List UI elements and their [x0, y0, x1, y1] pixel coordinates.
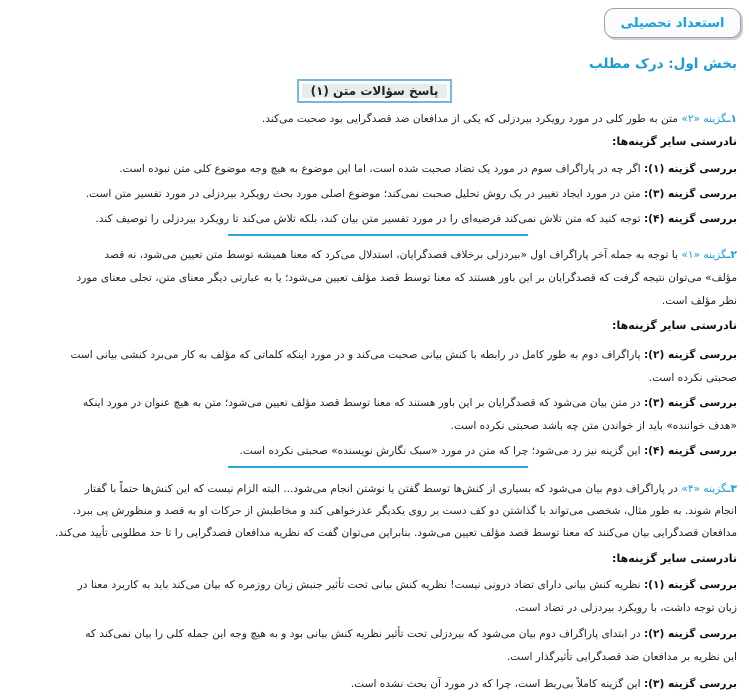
q2-review-2-label: بررسی گزینه (۲): [643, 349, 737, 361]
q1-review-3-text: متن در مورد ایجاد تغییر در یک روش تحلیل صحبت نمی‌کند؛ موضوع اصلی مورد بحث رویکرد بیردزلی در مورد تفسیر متن است. [85, 188, 644, 200]
q2-number: ۲ـ [726, 249, 737, 261]
q3-review-1-label: بررسی گزینه (۱): [643, 579, 737, 591]
q2-other-options-heading: نادرستی سایر گزینه‌ها: [612, 319, 737, 332]
subject-title: استعداد تحصیلی [620, 15, 725, 31]
q2-explanation-3: نظر مؤلف است. [661, 295, 737, 307]
q3-review-3-text: این گزینه کاملاً بی‌ربط است، چرا که در مورد آن بحث نشده است. [350, 678, 644, 690]
q3-number: ۳ـ [726, 483, 737, 495]
q1-review-4-label: بررسی گزینه (۴): [643, 213, 737, 225]
q1-other-options-heading: نادرستی سایر گزینه‌ها: [612, 135, 737, 148]
q2-review-4-text: این گزینه نیز رد می‌شود؛ چرا که متن در مورد «سبک نگارش نویسنده» صحبتی نکرده است. [239, 445, 644, 457]
q1-review-4-text: توجه کنید که متن تلاش نمی‌کند فرضیه‌ای را در مورد تفسیر متن بیان کند، بلکه تلاش می‌کند تا رویکرد بیردزلی را توصیف کند. [95, 213, 644, 225]
q3-review-2-cont: این نظریه بر مدافعان ضد قصدگرایی تأثیرگذار است. [506, 651, 737, 663]
q2-explanation-1: با توجه به جمله آخر پاراگراف اول «بیردزلی برخلاف قصدگرایان، استدلال می‌کرد که معنا همیشه توسط متن تعیین می‌شود، نه قصد [104, 249, 682, 261]
q2-review-2-text: پاراگراف دوم به طور کامل در رابطه با کنش بیانی صحبت می‌کند و در مورد اینکه کلماتی که مؤلف به کار می‌برد کنشی بیانی است [70, 349, 644, 361]
q3-review-option-2 [12, 626, 737, 642]
q2-review-3-cont: «هدف خواننده» باید از خواندن متن چه باشد صحبتی نکرده است. [450, 420, 737, 432]
q3-explanation-2: انجام شوند. به طور مثال، شخصی می‌تواند با گذاشتن دو کف دست بر روی یکدیگر عذرخواهی کند و مخاطبش از حرکات او به قصد و منظورش پی ببرد. [72, 505, 737, 517]
q1-review-1-text: اگر چه در پاراگراف سوم در مورد یک تضاد صحبت شده است، اما این موضوع به هیچ وجه موضوع کلی متن نبوده است. [119, 163, 644, 175]
q1-review-3-label: بررسی گزینه (۳): [643, 188, 737, 200]
q3-review-option-1 [12, 577, 737, 593]
q1-review-option-4 [12, 211, 737, 227]
q1-divider [228, 234, 528, 236]
q1-review-option-1 [12, 161, 737, 177]
answers-heading-box [298, 80, 452, 102]
q3-review-3-label: بررسی گزینه (۳): [643, 678, 737, 690]
q2-review-4-label: بررسی گزینه (۴): [643, 445, 737, 457]
q3-correct-option: گزینه «۴» [681, 483, 727, 495]
q1-correct-option: گزینه «۲» [681, 113, 727, 125]
q1-review-option-3 [12, 186, 737, 202]
q1-answer-line [12, 111, 737, 127]
q2-answer-line-1 [12, 247, 737, 263]
q3-explanation-1: در پاراگراف دوم بیان می‌شود که بسیاری از کنش‌ها توسط گفتن یا نوشتن انجام می‌شود... البته الزام نیست که این کنش‌ها حتماً با گفتار [84, 483, 682, 495]
q3-other-options-heading: نادرستی سایر گزینه‌ها: [612, 552, 737, 565]
q3-review-2-label: بررسی گزینه (۲): [643, 628, 737, 640]
q3-review-1-cont: زبان توجه داشت، با رویکرد بیردزلی در تضاد است. [514, 602, 737, 614]
q3-review-2-text: در ابتدای پاراگراف دوم بیان می‌شود که بیردزلی تحت تأثیر نظریه کنش بیانی بود و به هیچ وجه این جمله کلی را بیان نمی‌کند که [85, 628, 644, 640]
q3-review-option-3 [12, 676, 737, 692]
q2-review-option-2 [12, 347, 737, 363]
q1-review-1-label: بررسی گزینه (۱): [643, 163, 737, 175]
q1-number: ۱ـ [726, 113, 737, 125]
answers-heading: پاسخ سؤالات متن (۱) [310, 84, 439, 98]
q2-review-2-cont: صحبتی نکرده است. [648, 372, 737, 384]
q1-explanation: متن به طور کلی در مورد رویکرد بیردزلی که یکی از مدافعان ضد قصدگرایی بود صحبت می‌کند. [261, 113, 682, 125]
q3-explanation-3: مدافعان قصدگرایی بیان می‌کنند که معنا توسط قصد مؤلف تعیین می‌شود. بنابراین می‌توان گفت که نظریه مدافعان قصدگرایی را تا حد مطلوبی تأیید می‌کند. [55, 527, 737, 539]
q2-explanation-2: مؤلف» می‌توان نتیجه گرفت که قصدگرایان بر این باور هستند که معنا توسط قصد مؤلف تعیین می‌شود؛ یا به عبارتی دیگر معنای متن، تجلی معنای مورد [76, 272, 737, 284]
q2-divider [228, 466, 528, 468]
q2-review-option-3 [12, 395, 737, 411]
q3-answer-line-1 [12, 481, 737, 497]
q2-review-3-text: در متن بیان می‌شود که قصدگرایان بر این باور هستند که معنا توسط قصد مؤلف تعیین می‌شود؛ متن به هیچ عنوان در مورد اینکه [82, 397, 644, 409]
q2-review-option-4 [12, 443, 737, 459]
q2-correct-option: گزینه «۱» [681, 249, 727, 261]
subject-title-banner [604, 8, 741, 38]
q2-review-3-label: بررسی گزینه (۳): [643, 397, 737, 409]
section-title: بخش اول: درک مطلب [589, 56, 737, 72]
q3-review-1-text: نظریه کنش بیانی دارای تضاد درونی نیست! نظریه کنش بیانی تحت تأثیر جنبش زبان روزمره که بیان می‌کند باید به کاربرد معنا در [77, 579, 644, 591]
